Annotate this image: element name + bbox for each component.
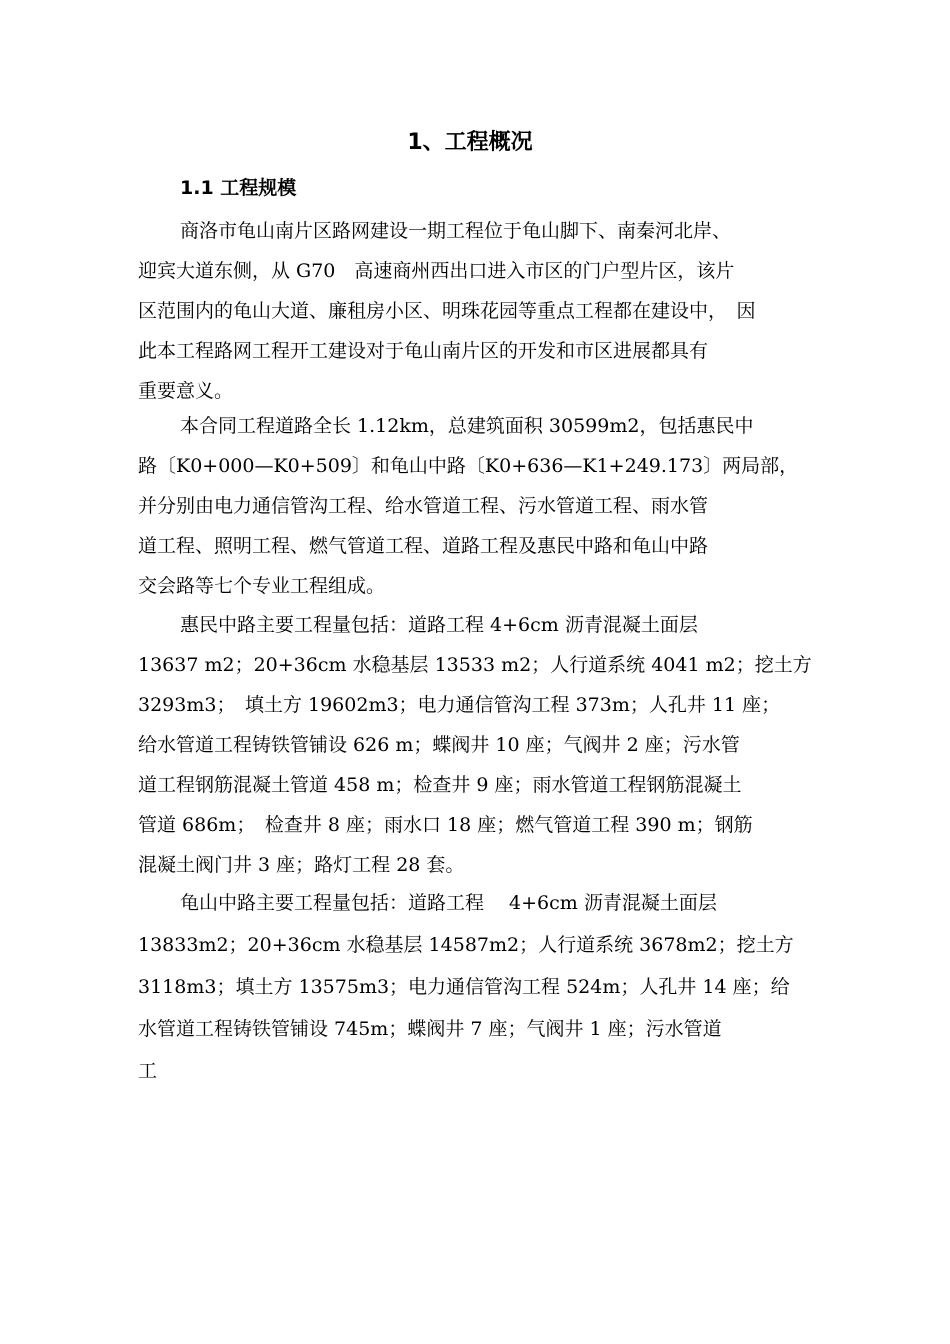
paragraph-line: 给水管道工程铸铁管铺设 626 m；蝶阀井 10 座；气阀井 2 座；污水管 bbox=[138, 734, 740, 756]
paragraph-line: 重要意义。 bbox=[138, 380, 234, 402]
paragraph-contract-scope bbox=[138, 406, 828, 606]
paragraph-line: 此本工程路网工程开工建设对于龟山南片区的开发和市区进展都具有 bbox=[138, 340, 709, 362]
paragraph-huimin-road-quantities bbox=[138, 605, 828, 885]
paragraph-line: 惠民中路主要工程量包括：道路工程 4+6cm 沥青混凝土面层 bbox=[180, 614, 698, 636]
paragraph-project-location bbox=[138, 211, 828, 411]
paragraph-line: 路〔K0+000—K0+509〕和龟山中路〔K0+636—K1+249.173〕两局部， bbox=[138, 455, 799, 477]
paragraph-line: 并分别由电力通信管沟工程、给水管道工程、污水管道工程、雨水管 bbox=[138, 495, 709, 517]
paragraph-line: 交会路等七个专业工程组成。 bbox=[138, 575, 386, 597]
paragraph-line: 道工程钢筋混凝土管道 458 m；检查井 9 座；雨水管道工程钢筋混凝土 bbox=[138, 774, 742, 796]
paragraph-line: 13833m2；20+36cm 水稳基层 14587m2；人行道系统 3678m2；挖土方 bbox=[138, 934, 794, 956]
paragraph-guishan-road-quantities bbox=[138, 882, 828, 1092]
document-title: 1、工程概况 bbox=[407, 130, 533, 155]
paragraph-line: 商洛市龟山南片区路网建设一期工程位于龟山脚下、南秦河北岸、 bbox=[180, 220, 732, 242]
paragraph-line: 管道 686m； 检查井 8 座；雨水口 18 座；燃气管道工程 390 m；钢筋 bbox=[138, 814, 753, 836]
paragraph-line: 龟山中路主要工程量包括：道路工程 4+6cm 沥青混凝土面层 bbox=[180, 892, 717, 914]
paragraph-line: 区范围内的龟山大道、廉租房小区、明珠花园等重点工程都在建设中， 因 bbox=[138, 300, 756, 322]
paragraph-line: 水管道工程铸铁管铺设 745m；蝶阀井 7 座；气阀井 1 座；污水管道 bbox=[138, 1018, 722, 1040]
paragraph-line: 3293m3； 填土方 19602m3；电力通信管沟工程 373m；人孔井 11 座； bbox=[138, 694, 781, 716]
paragraph-line: 工 bbox=[138, 1060, 158, 1082]
paragraph-line: 混凝土阀门井 3 座；路灯工程 28 套。 bbox=[138, 854, 465, 876]
paragraph-line: 迎宾大道东侧，从 G70 高速商州西出口进入市区的门户型片区，该片 bbox=[138, 260, 735, 282]
paragraph-line: 道工程、照明工程、燃气管道工程、道路工程及惠民中路和龟山中路 bbox=[138, 535, 709, 557]
paragraph-line: 3118m3；填土方 13575m3；电力通信管沟工程 524m；人孔井 14 座；给 bbox=[138, 976, 790, 998]
paragraph-line: 13637 m2；20+36cm 水稳基层 13533 m2；人行道系统 4041 m2；挖土方 bbox=[138, 654, 812, 676]
section-heading: 1.1 工程规模 bbox=[180, 177, 297, 199]
paragraph-line: 本合同工程道路全长 1.12km，总建筑面积 30599m2，包括惠民中 bbox=[180, 415, 754, 437]
